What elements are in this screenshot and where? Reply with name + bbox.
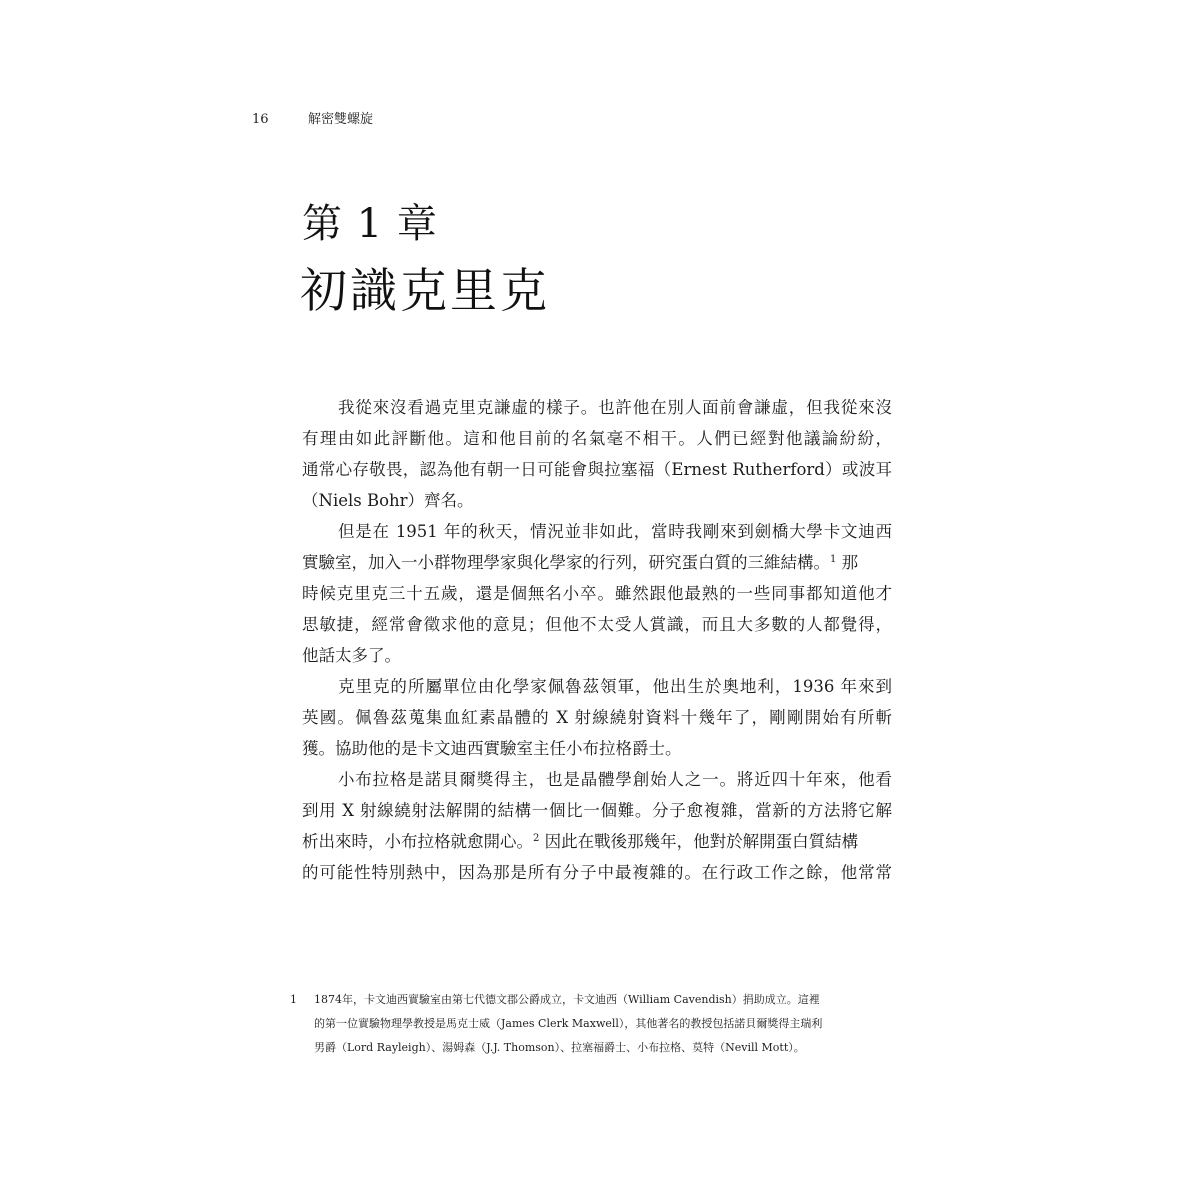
footnote-number: 1	[290, 993, 297, 1006]
text-segment: 那	[841, 553, 859, 572]
text-segment: 實驗室，加入一小群物理學家與化學家的行列，研究蛋白質的三維結構。	[302, 553, 830, 572]
body-text	[302, 392, 892, 888]
footnote-line: 男爵（Lord Rayleigh）、湯姆森（J.J. Thomson）、拉塞福爵士、小布拉格、莫特（Nevill Mott）。	[314, 1041, 805, 1054]
text-line: 時候克里克三十五歲，還是個無名小卒。雖然跟他最熟的一些同事都知道他才	[302, 584, 892, 603]
text-line: 的可能性特別熱中，因為那是所有分子中最複雜的。在行政工作之餘，他常常	[302, 863, 892, 882]
text-line: 英國。佩魯茲蒐集血紅素晶體的 X 射線繞射資料十幾年了，剛剛開始有所斬	[302, 708, 892, 727]
text-line: 我從來沒看過克里克謙虛的樣子。也許他在別人面前會謙虛，但我從來沒	[338, 398, 892, 417]
chapter-title: 初識克里克	[300, 264, 550, 319]
footnote-ref[interactable]: 1	[830, 554, 837, 565]
text-line: 他話太多了。	[302, 646, 401, 665]
text-line: 但是在 1951 年的秋天，情況並非如此，當時我剛來到劍橋大學卡文迪西	[338, 522, 892, 541]
text-line	[302, 547, 892, 578]
text-line: （Niels Bohr）齊名。	[302, 491, 474, 510]
text-line: 到用 X 射線繞射法解開的結構一個比一個難。分子愈複雜，當新的方法將它解	[302, 801, 892, 820]
footnote-line: 的第一位實驗物理學教授是馬克士威（James Clerk Maxwell），其他著名的教授包括諾貝爾獎得主瑞利	[314, 1017, 823, 1030]
text-segment: 析出來時，小布拉格就愈開心。	[302, 832, 533, 851]
text-line: 有理由如此評斷他。這和他目前的名氣毫不相干。人們已經對他議論紛紛，	[302, 429, 892, 448]
book-title: 解密雙螺旋	[308, 112, 374, 127]
text-segment: 因此在戰後那幾年，他對於解開蛋白質結構	[544, 832, 859, 851]
text-line: 思敏捷，經常會徵求他的意見；但他不太受人賞識，而且大多數的人都覺得，	[302, 615, 892, 634]
text-line: 獲。協助他的是卡文迪西實驗室主任小布拉格爵士。	[302, 739, 682, 758]
page-number: 16	[252, 112, 269, 127]
text-line: 小布拉格是諾貝爾獎得主，也是晶體學創始人之一。將近四十年來，他看	[338, 770, 892, 789]
text-line	[302, 826, 892, 857]
running-head	[252, 108, 373, 127]
text-line: 通常心存敬畏，認為他有朝一日可能會與拉塞福（Ernest Rutherford）或波耳	[302, 460, 892, 479]
footnote-line	[290, 988, 898, 1012]
footnote-ref[interactable]: 2	[533, 833, 540, 844]
text-line: 克里克的所屬單位由化學家佩魯茲領軍，他出生於奧地利，1936 年來到	[338, 677, 892, 696]
chapter-label: 第 1 章	[302, 201, 438, 247]
footnote-text: 1874年，卡文迪西實驗室由第七代德文郡公爵成立，卡文迪西（William Cavendish）捐助成立。這裡	[314, 993, 820, 1006]
footnote	[290, 988, 898, 1060]
